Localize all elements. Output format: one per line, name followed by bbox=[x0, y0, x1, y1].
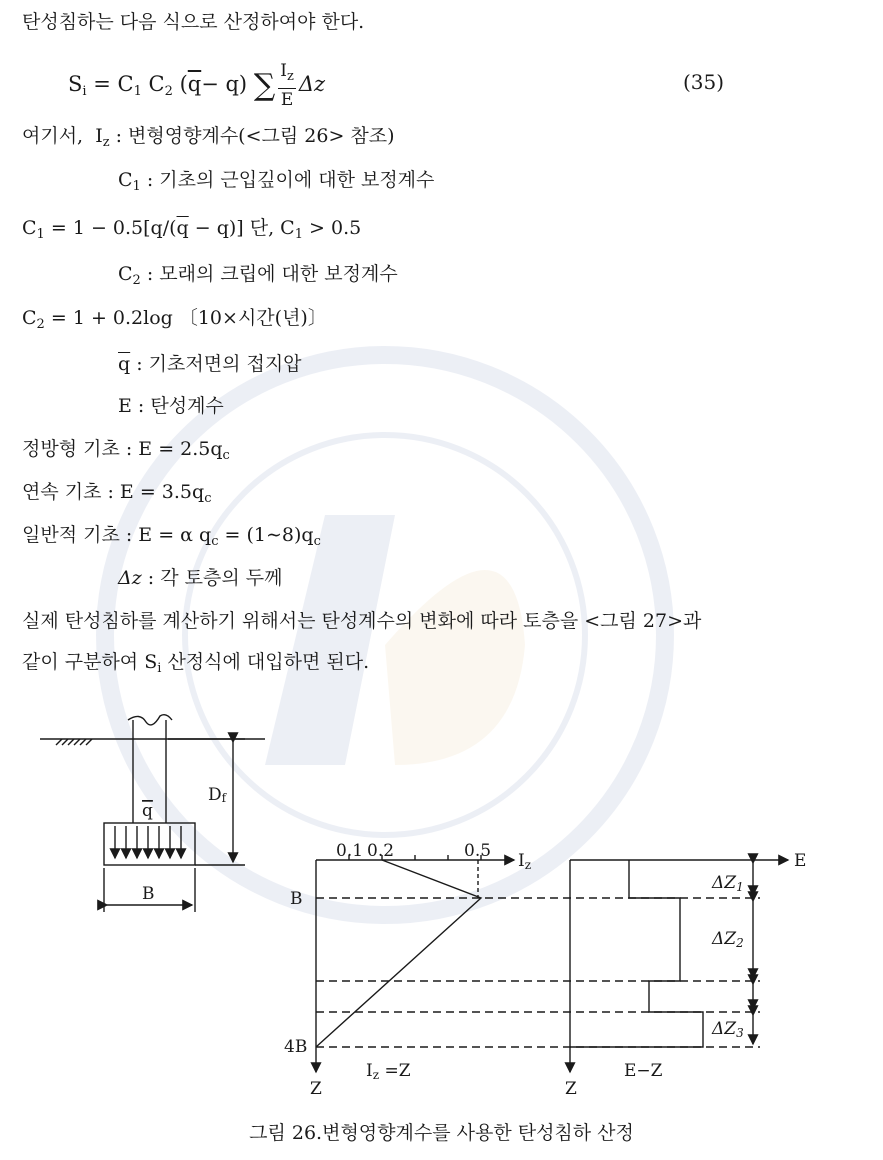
e-axis-label: E bbox=[794, 851, 807, 871]
def-iz: 여기서, $I_z$ : 변형영향계수(<그림 26> 참조) bbox=[22, 125, 395, 150]
depth-b-label: B bbox=[290, 889, 303, 909]
e-general-footing: 일반적 기초 : E = α $q_c$ = $(1\sim 8)q_c$ bbox=[22, 524, 321, 549]
def-qbar: $\overline{q}$ : 기초저면의 접지압 bbox=[118, 353, 302, 375]
figure-26 bbox=[0, 700, 883, 1105]
e-continuous-footing: 연속 기초 : $E = 3.5q_c$ bbox=[22, 481, 212, 506]
z-axis-label-left: Z bbox=[310, 1079, 322, 1099]
paragraph-line-1: 실제 탄성침하를 계산하기 위해서는 탄성계수의 변화에 따라 토층을 <그림 27>과 bbox=[22, 610, 702, 632]
paragraph-line-2: 같이 구분하여 $S_i$ 산정식에 대입하면 된다. bbox=[22, 651, 370, 676]
figure-caption: 그림 26.변형영향계수를 사용한 탄성침하 산정 bbox=[249, 1122, 634, 1144]
c2-equation: $C_2 = 1 + 0.2\log$ 〔10×시간(년)〕 bbox=[22, 307, 327, 332]
intro-text: 탄성침하는 다음 식으로 산정하여야 한다. bbox=[22, 11, 365, 33]
tick-0-1: 0.1 bbox=[336, 841, 364, 861]
equation-number: (35) bbox=[683, 70, 725, 94]
iz-z-caption: Iz =Z bbox=[366, 1061, 411, 1082]
footing-b-label: B bbox=[142, 884, 155, 904]
settlement-formula: $S_i = C_1$ $C_2$ $(\overline{q}- q)$ ∑ $\frac{I_z}{E}$ Δz bbox=[68, 61, 326, 110]
def-c1: $C_1$ : 기초의 근입깊이에 대한 보정계수 bbox=[118, 169, 435, 194]
dz2-label: ΔZ2 bbox=[712, 929, 744, 950]
z-axis-label-right: Z bbox=[565, 1079, 577, 1099]
tick-0-5: 0.5 bbox=[464, 841, 492, 861]
tick-0-2: 0.2 bbox=[367, 841, 395, 861]
def-c2: $C_2$ : 모래의 크립에 대한 보정계수 bbox=[118, 263, 398, 288]
def-dz: Δz : 각 토층의 두께 bbox=[118, 567, 283, 589]
iz-axis-label: Iz bbox=[518, 851, 532, 872]
ez-caption: E−Z bbox=[624, 1061, 663, 1081]
footing-qbar-label: q bbox=[142, 801, 153, 821]
footing-df-label: Df bbox=[208, 785, 227, 805]
c1-equation: $C_1 = 1 - 0.5[q/(\overline{q} - q)]$ 단, $C_1 > 0.5$ bbox=[22, 217, 362, 242]
depth-4b-label: 4B bbox=[284, 1037, 308, 1057]
dz3-label: ΔZ3 bbox=[712, 1019, 744, 1040]
dz1-label: ΔZ1 bbox=[712, 873, 744, 894]
ground-hatch bbox=[56, 739, 92, 745]
e-square-footing: 정방형 기초 : $E = 2.5q_c$ bbox=[22, 438, 230, 463]
def-e: E : 탄성계수 bbox=[118, 395, 224, 417]
